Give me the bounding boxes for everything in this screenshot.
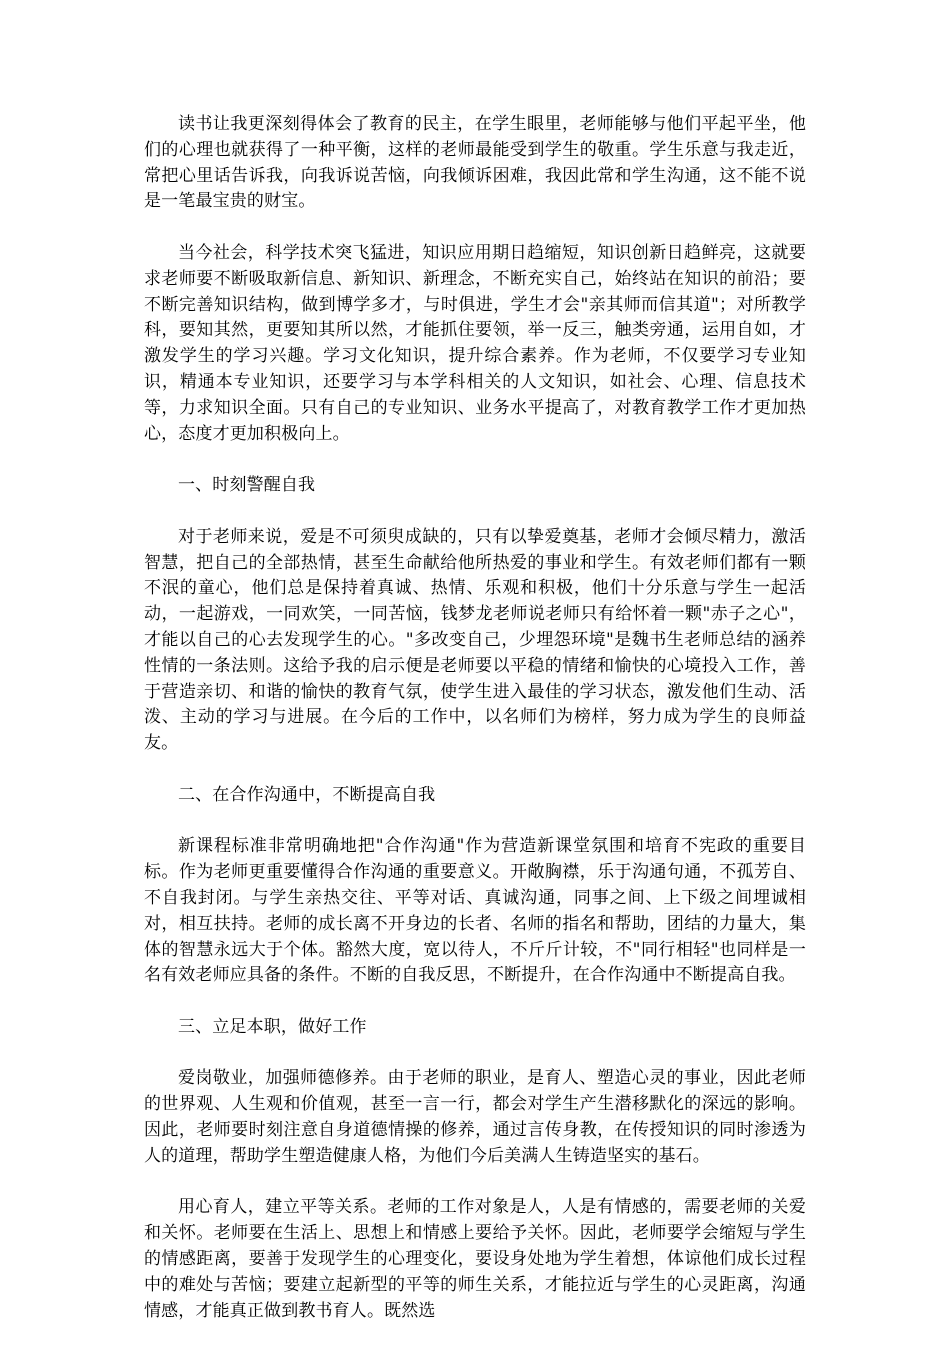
paragraph-knowledge: 当今社会，科学技术突飞猛进，知识应用期日趋缩短，知识创新日趋鲜亮，这就要求老师要不断吸取新信息、新知识、新理念，不断充实自己，始终站在知识的前沿；要不断完善知识结构，做到博学多才，与时俱进，学生才会"亲其师而信其道"；对所教学科，要知其然，更要知其所以然，才能抓住要领，举一反三，触类旁通，运用自如，才激发学生的学习兴趣。学习文化知识，提升综合素养。作为老师，不仅要学习专业知识，精通本专业知识，还要学习与本学科相关的人文知识，如社会、心理、信息技术等，力求知识全面。只有自己的专业知识、业务水平提高了，对教育教学工作才更加热心，态度才更加积极向上。 [144, 242, 806, 444]
paragraph-love: 对于老师来说，爱是不可须臾成缺的，只有以挚爱奠基，老师才会倾尽精力，激活智慧，把自己的全部热情，甚至生命献给他所热爱的事业和学生。有效老师们都有一颗不泯的童心，他们总是保持着真诚、热情、乐观和积极，他们十分乐意与学生一起活动，一起游戏，一同欢笑，一同苦恼，钱梦龙老师说老师只有给怀着一颗"赤子之心"，才能以自己的心去发现学生的心。"多改变自己，少埋怨环境"是魏书生老师总结的涵养性情的一条法则。这给予我的启示便是老师要以平稳的情绪和愉快的心境投入工作，善于营造亲切、和谐的愉快的教育气氛，使学生进入最佳的学习状态，激发他们生动、活泼、主动的学习与进展。在今后的工作中，以名师们为榜样，努力成为学生的良师益友。 [144, 526, 806, 754]
document-page [144, 112, 806, 1350]
section-heading-1: 一、时刻警醒自我 [178, 475, 316, 496]
paragraph-democracy: 读书让我更深刻得体会了教育的民主，在学生眼里，老师能够与他们平起平坐，他们的心理也就获得了一种平衡，这样的老师最能受到学生的敬重。学生乐意与我走近，常把心里话告诉我，向我诉说苦恼，向我倾诉困难，我因此常和学生沟通，这不能不说是一笔最宝贵的财宝。 [144, 114, 806, 212]
section-heading-3: 三、立足本职，做好工作 [178, 1016, 367, 1037]
paragraph-cooperation: 新课程标准非常明确地把"合作沟通"作为营造新课堂氛围和培育不宪政的重要目标。作为老师更重要懂得合作沟通的重要意义。开敞胸襟，乐于沟通句通，不孤芳自、不自我封闭。与学生亲热交往、平等对话、真诚沟通，同事之间、上下级之间埋诚相对，相互扶持。老师的成长离不开身边的长者、名师的指名和帮助，团结的力量大，集体的智慧永远大于个体。豁然大度，宽以待人，不斤斤计较，不"同行相轻"也同样是一名有效老师应具备的条件。不断的自我反思，不断提升，在合作沟通中不断提高自我。 [144, 836, 806, 986]
section-heading-2: 二、在合作沟通中，不断提高自我 [178, 784, 436, 805]
paragraph-ethics: 爱岗敬业，加强师德修养。由于老师的职业，是育人、塑造心灵的事业，因此老师的世界观、人生观和价值观，甚至一言一行，都会对学生产生潜移默化的深远的影响。因此，老师要时刻注意自身道德情操的修养，通过言传身教，在传授知识的同时渗透为人的道理，帮助学生塑造健康人格，为他们今后美满人生铸造坚实的基石。 [144, 1068, 806, 1166]
paragraph-equality: 用心育人，建立平等关系。老师的工作对象是人，人是有情感的，需要老师的关爱和关怀。老师要在生活上、思想上和情感上要给予关怀。因此，老师要学会缩短与学生的情感距离，要善于发现学生的心理变化，要设身处地为学生着想，体谅他们成长过程中的难处与苦恼；要建立起新型的平等的师生关系，才能拉近与学生的心灵距离，沟通情感，才能真正做到教书育人。既然选 [144, 1197, 806, 1321]
